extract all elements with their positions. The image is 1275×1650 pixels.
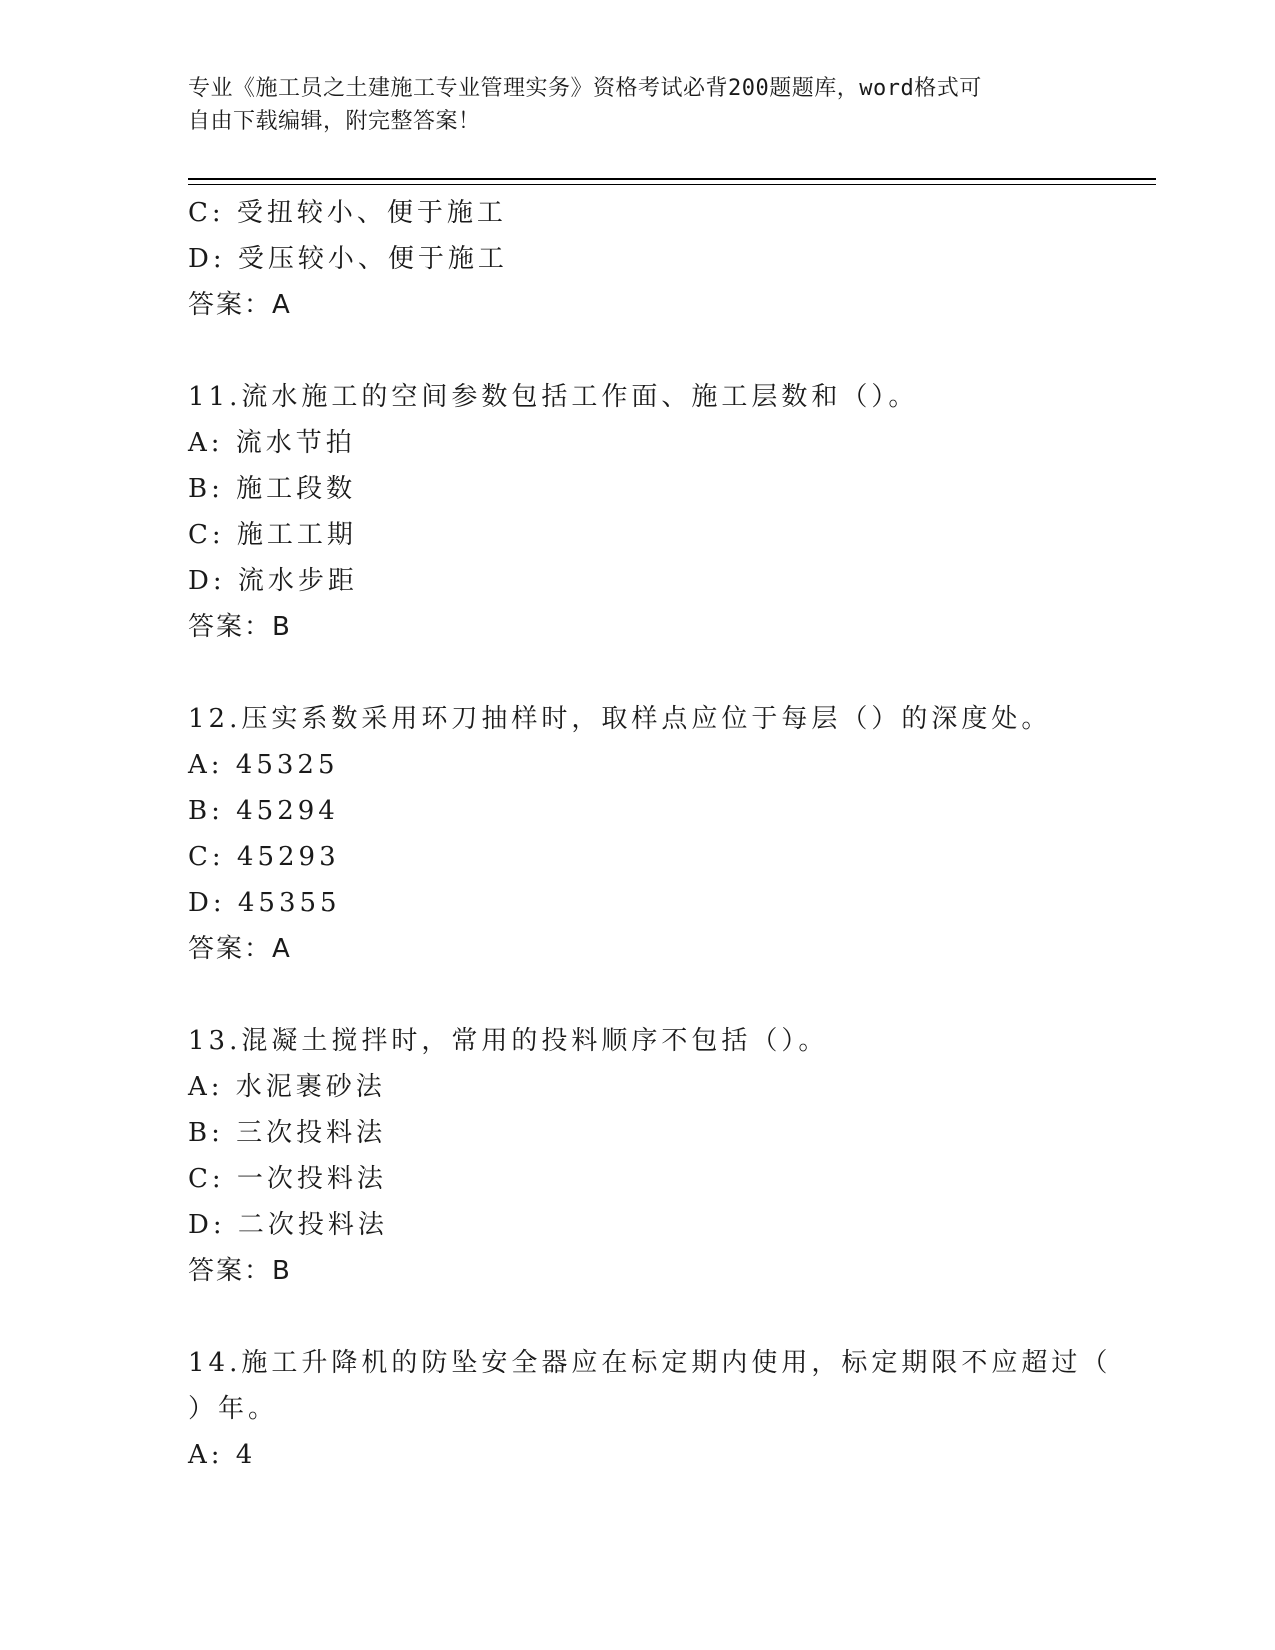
- option-b: B: 45294: [188, 796, 339, 826]
- answer-line: 答案：A: [188, 290, 292, 320]
- answer-line: 答案：B: [188, 612, 292, 642]
- option-a: A: 45325: [188, 750, 339, 780]
- option-a: A: 流水节拍: [188, 428, 356, 458]
- spacer: [188, 328, 1088, 374]
- option-a: A: 4: [188, 1440, 257, 1470]
- header-rule-thick: [188, 178, 1156, 180]
- option-d: D: 45355: [188, 888, 341, 918]
- answer-line: 答案：A: [188, 934, 292, 964]
- question-block-14: [188, 1340, 1112, 1478]
- option-b: B: 施工段数: [188, 474, 357, 504]
- option-c: C: 施工工期: [188, 520, 357, 550]
- question-block-13: [188, 1018, 1088, 1294]
- question-text: 13.混凝土搅拌时，常用的投料顺序不包括（）。: [188, 1026, 829, 1056]
- answer-line: 答案：B: [188, 1256, 292, 1286]
- question-text: 12.压实系数采用环刀抽样时，取样点应位于每层（）的深度处。: [188, 704, 1052, 734]
- spacer: [188, 1294, 1088, 1340]
- header-line-2: 自由下载编辑，附完整答案！: [188, 109, 481, 134]
- option-d: D: 受压较小、便于施工: [188, 244, 508, 274]
- spacer: [188, 972, 1088, 1018]
- option-b: B: 三次投料法: [188, 1118, 387, 1148]
- question-block-prev: [188, 190, 1088, 328]
- document-header: [188, 72, 1088, 138]
- option-a: A: 水泥裹砂法: [188, 1072, 386, 1102]
- header-line-1: 专业《施工员之土建施工专业管理实务》资格考试必背200题题库，word格式可: [188, 76, 982, 101]
- question-list: [188, 190, 1112, 1478]
- question-text-line-1: 14.施工升降机的防坠安全器应在标定期内使用，标定期限不应超过（: [188, 1348, 1112, 1378]
- question-block-11: [188, 374, 1088, 650]
- question-text: 11.流水施工的空间参数包括工作面、施工层数和（）。: [188, 382, 919, 412]
- header-rule-thin: [188, 184, 1156, 185]
- option-d: D: 二次投料法: [188, 1210, 388, 1240]
- spacer: [188, 650, 1088, 696]
- question-block-12: [188, 696, 1088, 972]
- option-c: C: 45293: [188, 842, 340, 872]
- option-d: D: 流水步距: [188, 566, 358, 596]
- option-c: C: 受扭较小、便于施工: [188, 198, 507, 228]
- option-c: C: 一次投料法: [188, 1164, 387, 1194]
- question-text-line-2: ）年。: [188, 1394, 279, 1424]
